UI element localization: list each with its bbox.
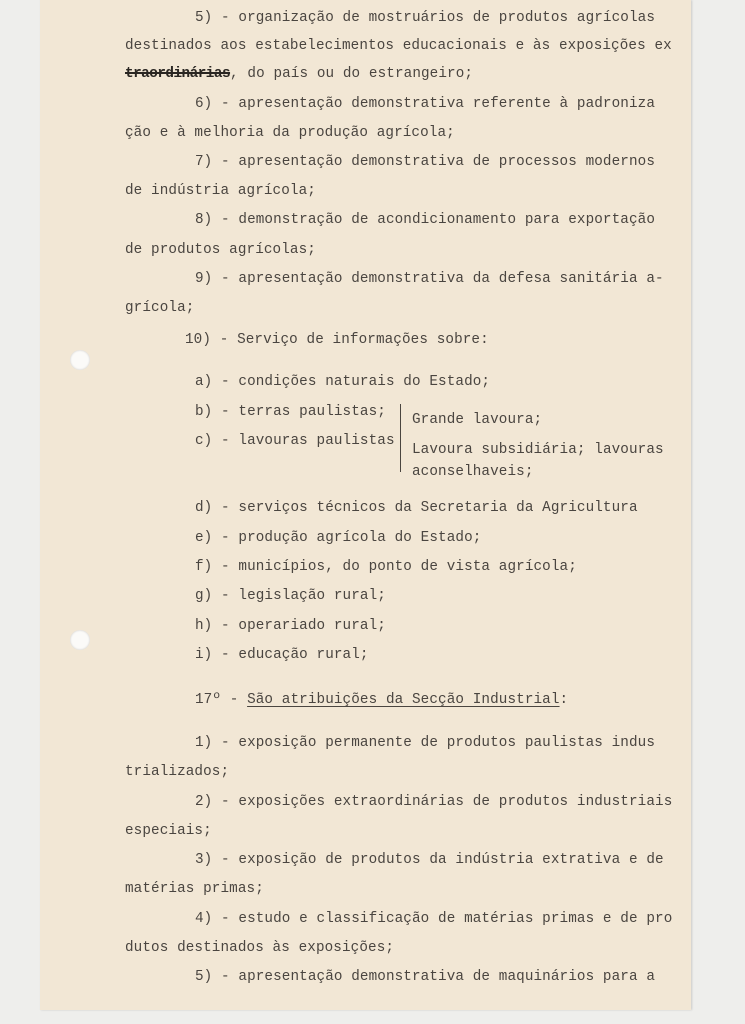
text-fragment: , do país ou do estrangeiro; <box>230 66 474 82</box>
punch-hole <box>70 350 90 370</box>
text-line: 10) - Serviço de informações sobre: <box>185 332 489 348</box>
text-line: grícola; <box>125 300 195 316</box>
text-line: 6) - apresentação demonstrativa referente à padroniza <box>195 96 656 112</box>
text-line: d) - serviços técnicos da Secretaria da Agricultura <box>195 500 638 516</box>
heading-title: São atribuições da Secção Industrial <box>247 692 560 708</box>
text-line: trializados; <box>125 764 230 780</box>
text-line: c) - lavouras paulistas <box>195 433 395 449</box>
text-line: matérias primas; <box>125 881 264 897</box>
text-line: e) - produção agrícola do Estado; <box>195 530 482 546</box>
text-line: 2) - exposições extraordinárias de produtos industriais <box>195 794 673 810</box>
text-line <box>125 65 473 83</box>
brace-line <box>400 404 401 472</box>
text-line: 3) - exposição de produtos da indústria extrativa e de <box>195 852 664 868</box>
text-line: 5) - organização de mostruários de produtos agrícolas <box>195 10 656 26</box>
text-line: 4) - estudo e classificação de matérias primas e de pro <box>195 911 673 927</box>
text-line: i) - educação rural; <box>195 647 369 663</box>
punch-hole <box>70 630 90 650</box>
text-line: Grande lavoura; <box>412 412 543 428</box>
heading-number: 17º - <box>195 692 248 708</box>
text-line: de produtos agrícolas; <box>125 242 316 258</box>
text-line: Lavoura subsidiária; lavouras <box>412 442 664 458</box>
text-line: 9) - apresentação demonstrativa da defesa sanitária a- <box>195 271 664 287</box>
text-line: de indústria agrícola; <box>125 183 316 199</box>
text-line: b) - terras paulistas; <box>195 404 386 420</box>
text-line: destinados aos estabelecimentos educacionais e às exposições ex <box>125 38 672 54</box>
text-line: ção e à melhoria da produção agrícola; <box>125 125 455 141</box>
text-line: especiais; <box>125 823 212 839</box>
heading-colon: : <box>559 692 569 708</box>
section-heading <box>195 691 568 709</box>
text-line: dutos destinados às exposições; <box>125 940 395 956</box>
text-line: 8) - demonstração de acondicionamento para exportação <box>195 212 656 228</box>
struck-word: traordinárias <box>125 66 231 82</box>
text-line: h) - operariado rural; <box>195 618 386 634</box>
text-line: f) - municípios, do ponto de vista agrícola; <box>195 559 577 575</box>
text-line: 1) - exposição permanente de produtos paulistas indus <box>195 735 656 751</box>
text-line: aconselhaveis; <box>412 464 534 480</box>
text-line: a) - condições naturais do Estado; <box>195 374 491 390</box>
text-line: 7) - apresentação demonstrativa de processos modernos <box>195 154 656 170</box>
text-line: 5) - apresentação demonstrativa de maquinários para a <box>195 969 656 985</box>
text-line: g) - legislação rural; <box>195 588 386 604</box>
